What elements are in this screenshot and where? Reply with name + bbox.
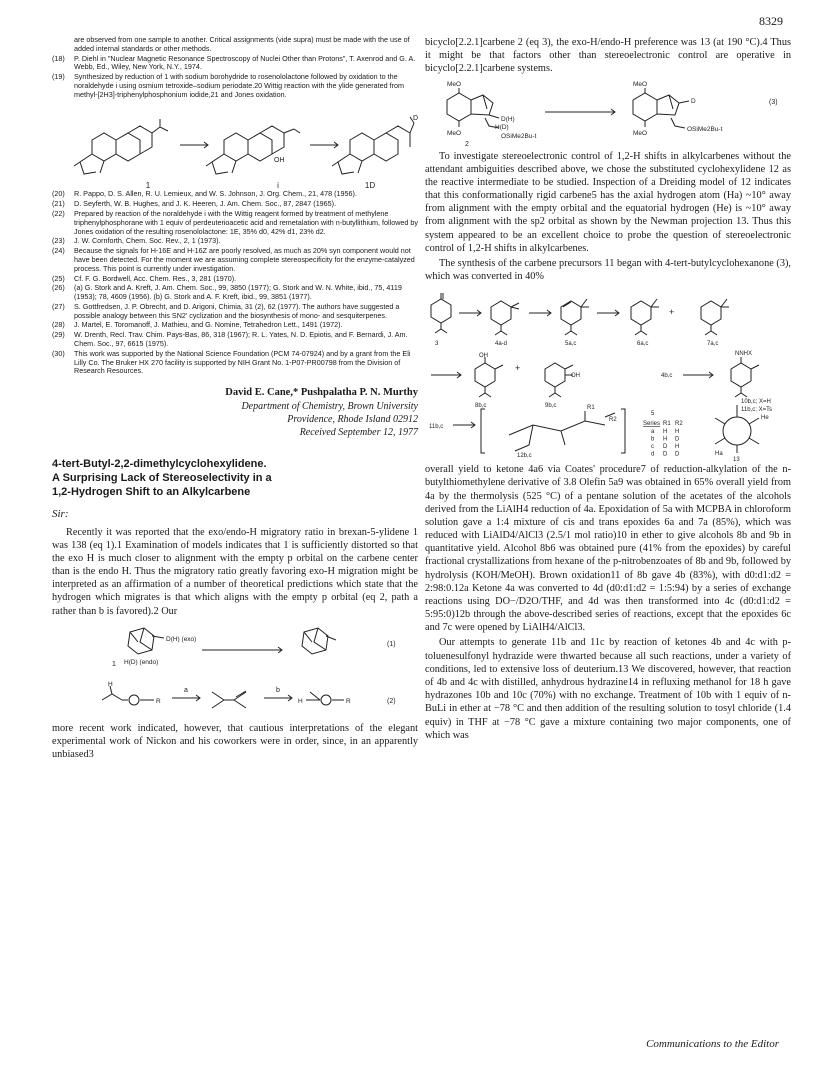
equation-1 <box>52 620 418 676</box>
svg-text:MeO: MeO <box>633 80 648 88</box>
compound-label-1: 1 <box>145 181 151 191</box>
paragraph: Recently it was reported that the exo/endo-H migratory ratio in brexan-5-ylidene 1 was 138 (eq 1).1 Examination of models indicates that 1 is sufficiently distorted so that the exo H is much closer to alignment with the empty p orbital on the carbene center than is the endo H. Thus the migratory ratio greatly favoring exo-H migration might be interpreted as an affirmation of a number of theoretical predictions which state that the hydrogen which migrates is that which aligns with the empty p orbital (eq 2, path a rather than b is favored).2 Our <box>52 526 418 617</box>
series-cell: D <box>675 451 680 458</box>
right-body-2 <box>425 463 791 742</box>
reference-item: (21) D. Seyferth, W. B. Hughes, and J. K. Heeren, J. Am. Chem. Soc., 87, 2847 (1965). <box>52 199 337 209</box>
svg-text:He: He <box>761 415 769 422</box>
svg-text:4a-d: 4a-d <box>495 341 508 348</box>
svg-text:R: R <box>156 697 161 705</box>
reference-item: (30) This work was supported by the National Science Foundation (PCM 74-07924) and by a grant from the Eli Lilly Co. The Bruker HX 270 facility is supported by NIH Grant No. 1-P07-PR00798 from the Division of Research Resources. <box>52 348 411 376</box>
equation-2 <box>52 676 418 722</box>
svg-text:11b,c; X=Ts: 11b,c; X=Ts <box>741 407 773 414</box>
svg-text:D(H): D(H) <box>501 115 515 123</box>
salutation: Sir: <box>52 507 69 520</box>
reference-18: (18) P. Diehl in "Nuclear Magnetic Resonance Spectroscopy of Nuclei Other than Protons", T. Axenrod and G. A. Webb, Ed., Wiley, New York, N.Y., 1974. <box>52 53 416 72</box>
references-top <box>52 36 418 99</box>
svg-text:7a,c: 7a,c <box>707 341 719 348</box>
svg-text:6a,c: 6a,c <box>637 341 649 348</box>
svg-text:D: D <box>413 115 418 123</box>
left-body <box>52 526 418 618</box>
svg-text:+: + <box>669 307 675 318</box>
paragraph: bicyclo[2.2.1]carbene 2 (eq 3), the exo-H/endo-H preference was 13 (at 190 °C).4 Thus it might be that factors other than stereoelectronic control are operative in bicyclo[2.2.1]carbene systems. <box>425 37 791 75</box>
references-bottom <box>52 190 418 376</box>
svg-text:(3): (3) <box>769 98 778 106</box>
left-column <box>52 36 418 763</box>
svg-text:4b,c: 4b,c <box>661 373 673 380</box>
svg-text:11b,c: 11b,c <box>429 424 444 431</box>
affiliation-address: Providence, Rhode Island 02912 <box>287 413 418 425</box>
svg-text:12b,c: 12b,c <box>517 453 532 460</box>
reference-item: (29) W. Drenth, Recl. Trav. Chim. Pays-Bas, 86, 318 (1967); R. L. Yates, N. D. Epiotis, and F. Bernardi, J. Am. Chem. Soc., 97, 6615 (1975). <box>52 330 408 348</box>
article-title: 4-tert-Butyl-2,2-dimethylcyclohexylidene. A Surprising Lack of Stereoselectivity in a 1,2-Hydrogen Shift to an Alkylcarbene <box>52 457 272 499</box>
series-cell: D <box>663 451 668 458</box>
svg-text:3: 3 <box>435 341 439 348</box>
series-cell: D <box>675 436 680 443</box>
svg-text:OH: OH <box>479 353 488 360</box>
series-cell: a <box>651 429 655 436</box>
series-table <box>651 429 680 458</box>
page-number: 8329 <box>759 14 783 28</box>
svg-text:H(D): H(D) <box>495 123 509 131</box>
svg-text:(1): (1) <box>387 640 396 648</box>
authors: David E. Cane,* Pushpalatha P. N. Murthy <box>225 387 418 399</box>
received-date: Received September 12, 1977 <box>299 426 418 438</box>
svg-text:+: + <box>515 363 521 374</box>
synthesis-scheme <box>425 285 791 463</box>
series-cell: H <box>663 436 668 443</box>
reference-item: (24) Because the signals for H-16E and H-16Z are poorly resolved, as much as 20% syn component would not have been detected. For the moment we are assuming complete stereospecificity for the enzyme-catalyzed process. This point is currently under investigation. <box>52 246 415 273</box>
reference-item: (28) J. Martel, E. Toromanoff, J. Mathieu, and G. Nomine, Tetrahedron Lett., 1491 (1972). <box>52 320 343 330</box>
svg-text:R2: R2 <box>675 421 683 428</box>
reference-item: (25) Cf. F. G. Bordwell, Acc. Chem. Res., 3, 281 (1970). <box>52 273 237 283</box>
right-body-1 <box>425 150 791 284</box>
equation-3 <box>425 78 791 150</box>
reference-item: (23) J. W. Cornforth, Chem. Soc. Rev., 2, 1 (1973). <box>52 236 221 246</box>
svg-text:H: H <box>108 680 113 688</box>
svg-text:5a,c: 5a,c <box>565 341 577 348</box>
svg-text:9b,c: 9b,c <box>545 403 557 410</box>
svg-text:H(D) (endo): H(D) (endo) <box>124 658 159 666</box>
paragraph: To investigate stereoelectronic control of 1,2-H shifts in alkylcarbenes without the attendant ambiguities described above, we chose the substituted cyclohexylidene 12 as the reactive intermediate to be studied. Inspection of a Dreiding model of 12 indicates that this conformationally rigid carbene5 has the axial hydrogen atom (Ha) ~10° away from alignment with the empty orbital and the equatorial hydrogen (He) is ~10° away from alignment with the sp2 orbital as shown by the Newman projection 13. Thus this system appeared to be an excellent choice to probe the question of stereoelectronic control of 1,2-H shifts in alkylcarbenes. <box>425 150 791 254</box>
svg-text:1: 1 <box>112 660 116 668</box>
paragraph: The synthesis of the carbene precursors 11 began with 4-tert-butylcyclohexanone (3), which was converted in 40% <box>425 257 791 283</box>
svg-text:OSiMe2Bu-t: OSiMe2Bu-t <box>501 132 537 140</box>
svg-text:R: R <box>346 697 351 705</box>
series-cell: d <box>651 451 655 458</box>
svg-text:D: D <box>691 97 696 105</box>
svg-text:R2: R2 <box>609 417 617 424</box>
svg-text:MeO: MeO <box>633 129 648 137</box>
series-cell: H <box>675 429 680 436</box>
svg-text:b: b <box>276 686 280 694</box>
reference-item: (20) R. Pappo, D. S. Allen, R. U. Lemieux, and W. S. Johnson, J. Org. Chem., 21, 478 (1956). <box>52 189 357 199</box>
svg-text:NNHX: NNHX <box>735 351 753 358</box>
left-body-continued <box>52 722 418 762</box>
svg-text:Ha: Ha <box>715 451 723 458</box>
section-footer: Communications to the Editor <box>646 1038 779 1050</box>
svg-text:2: 2 <box>465 140 469 148</box>
svg-text:5: 5 <box>651 411 655 418</box>
paragraph: Our attempts to generate 11b and 11c by reaction of ketones 4b and 4c with p-toluenesulfonyl hydrazide were thwarted because all such reactions, under a variety of conditions, led to extensive loss of deuterium.13 We discovered, however, that reaction of 4b and 4c with distilled, anhydrous hydrazine14 in refluxing methanol for 18 h gave hydrazones 10b and 10c (70%) with no exchange. Treatment of 10b with 1 equiv of n-BuLi in ether at −78 °C and then addition of the resulting solution to tosyl chloride (1.4 equiv) in THF at −78 °C gave a mixture containing two major components, one of which was <box>425 637 791 741</box>
svg-text:MeO: MeO <box>447 129 462 137</box>
svg-text:R1: R1 <box>663 421 671 428</box>
svg-text:13: 13 <box>733 457 740 464</box>
svg-text:OSiMe2Bu-t: OSiMe2Bu-t <box>687 125 723 133</box>
compound-label-i: i <box>277 181 279 191</box>
svg-text:10b,c; X=H: 10b,c; X=H <box>741 399 771 406</box>
scheme-rosenonolactone <box>52 100 418 190</box>
svg-text:D(H) (exo): D(H) (exo) <box>166 635 197 643</box>
svg-text:Series: Series <box>643 421 661 428</box>
svg-text:8b,c: 8b,c <box>475 403 487 410</box>
series-cell: H <box>663 429 668 436</box>
reference-item: (27) S. Gottfredsen, J. P. Obrecht, and D. Arigoni, Chimia, 31 (2), 62 (1977). The authors have suggested a possible analogy between this SN2' cyclization and the biosynthesis of mono- and sesquiterpenes. <box>52 301 400 320</box>
series-cell: D <box>663 444 668 451</box>
compound-label-1d: 1D <box>364 181 376 191</box>
paragraph: overall yield to ketone 4a6 via Coates' procedure7 of reduction-alkylation of the n-butylthiomethylene derivative of 3.8 Olefin 5a9 was obtained in 65% overall yield from 4a by the thermolysis (525 °C) of a pentane solution of the acetates of the alcohols derived from the LiAlH4 reduction of 4a. Epoxidation of 5a with MCPBA in chloroform solution gave a 1:4 mixture of cis and trans epoxides 6a and 7a (85%), which was reduced with LiAlD4/AlCl3 (2.5/1 mol ratio)10 in ether to give alcohols 8b and 9b in quantitative yield. Alcohol 8b6 was obtained pure (41% from the epoxides) by careful fractional crystallizations from hexane of the p-nitrobenzoates of 8b and 9b, followed by hydrolysis (KOH/MeOH). Brown oxidation11 of 8b gave 4b (83%), with d0:d1:d2 = 2:98:0.12a Ketone 4a was converted to 4d (d0:d1:d2 = 1:5:94) by a series of exchange reactions using DO−/D2O/THF, and 4d was then transformed into 4c (d0:d1:d2 = 5:95:0)12b through the above-described series of reactions, except that the epoxides 6c and 7c were opened by LiAlH4/AlCl3. <box>425 464 791 634</box>
series-cell: c <box>651 444 654 451</box>
reference-item: (22) Prepared by reaction of the noraldehyde i with the Wittig reagent formed by treatment of methylene triphenylphosphorane with 1 equiv of perdeuterioacetic acid and remetalation with n-butyllithium, followed by Jones oxidation of the resulting rosenololactone: 1E, 35% d0, 42% d1, 23% d2. <box>52 209 418 236</box>
svg-text:H: H <box>298 697 303 705</box>
reference-continuation: are observed from one sample to another. Critical assignments (vide supra) must be made with the use of added internal standards or other methods. <box>74 35 410 53</box>
svg-text:OH: OH <box>274 157 285 165</box>
affiliation-department: Department of Chemistry, Brown University <box>241 400 418 412</box>
series-cell: H <box>675 444 680 451</box>
svg-text:(2): (2) <box>387 697 396 705</box>
svg-text:a: a <box>184 686 188 694</box>
svg-text:R1: R1 <box>587 405 595 412</box>
right-column <box>425 36 791 744</box>
series-cell: b <box>651 436 655 443</box>
svg-text:OH: OH <box>571 373 580 380</box>
right-body-top <box>425 36 791 76</box>
svg-text:MeO: MeO <box>447 80 462 88</box>
paragraph: more recent work indicated, however, that cautious interpretations of the elegant experimental work of Nickon and his coworkers were in order, since, in an apparently unbiased3 <box>52 722 418 761</box>
reference-item: (26) (a) G. Stork and A. Kreft, J. Am. Chem. Soc., 99, 3850 (1977); G. Stork and W. N. White, ibid., 75, 4119 (1953); 78, 4609 (1956). (b) G. Stork and A. F. Kreft, ibid., 99, 3851 (1977). <box>52 283 402 302</box>
reference-19: (19) Synthesized by reduction of 1 with sodium borohydride to rosenololactone followed by oxidation to the noraldehyde i using osmium tetroxide–sodium periodate.20 Wittig reaction with the ylide generated from methyl-[2H3]-triphenylphosphonium iodide,21 and Jones oxidation. <box>52 72 405 99</box>
